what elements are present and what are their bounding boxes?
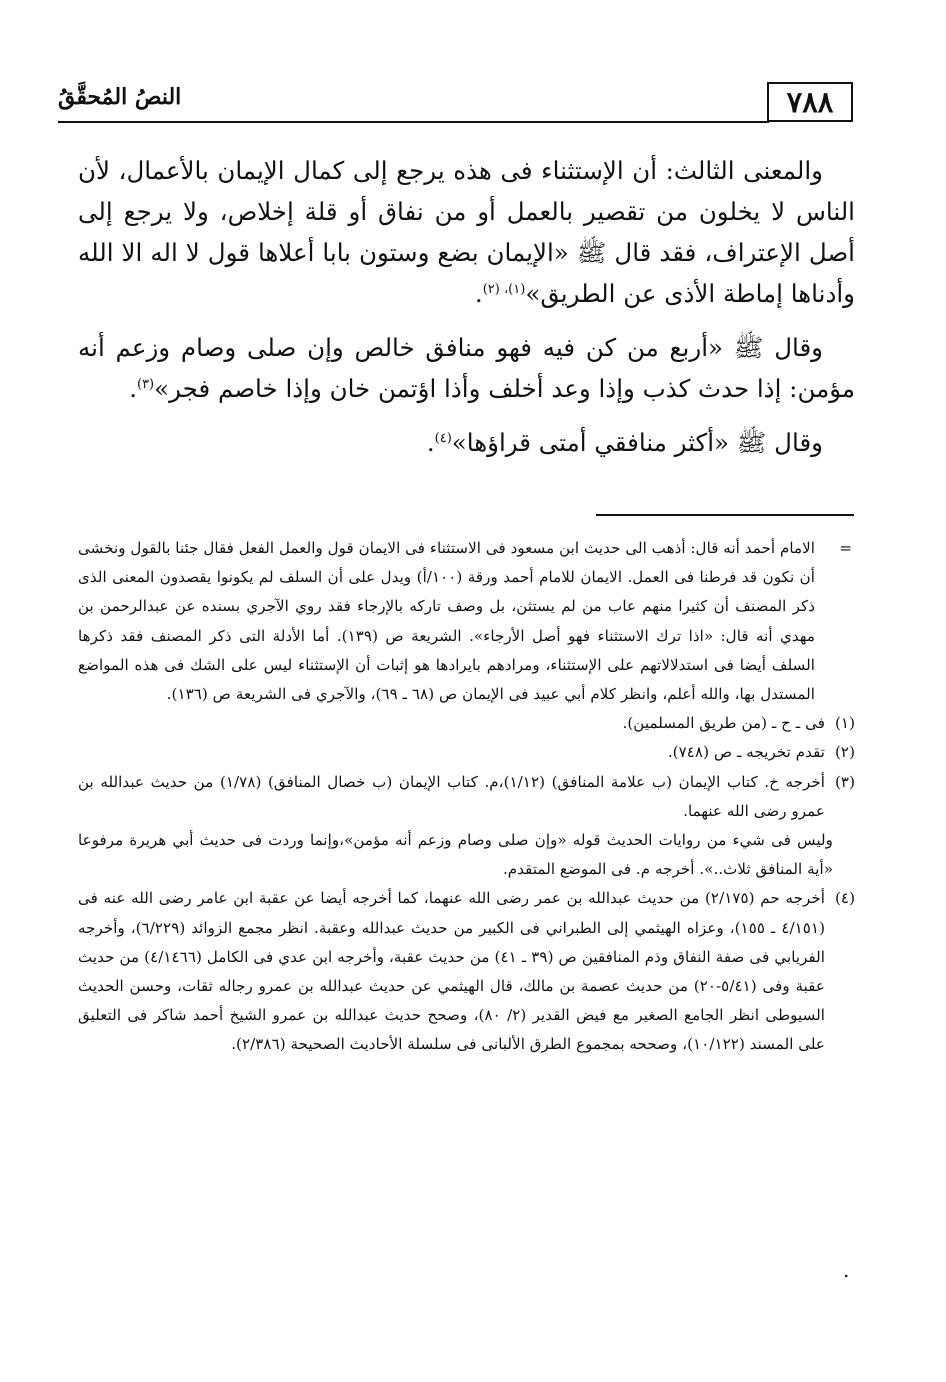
footnote-ref: (٤) — [434, 430, 452, 446]
footnote-continuation — [78, 534, 855, 709]
paragraph-third-meaning — [78, 150, 855, 314]
paragraph-end: . — [129, 374, 137, 403]
footnote-number: (٣) — [834, 772, 855, 791]
footnote-text: تقدم تخريجه ـ ص (٧٤٨). — [667, 743, 825, 762]
paragraph-end: . — [474, 279, 483, 308]
page-number: ٧٨٨ — [786, 85, 834, 119]
footnote-text: فى ـ ح ـ (من طريق المسلمين). — [622, 714, 825, 733]
paragraph-text: والمعنى الثالث: أن الإستثناء فى هذه يرجع إلى كمال الإيمان بالأعمال، لأن الناس لا يخلون من تقصير بالعمل أو من نفاق أو قلة إخلاص، ولا يرجع إلى أصل الإعتراف، فقد قال ﷺ «الإيمان بضع وستون بابا أعلاها قول لا اله الا الله وأدناها إماطة الأذى عن الطريق» — [78, 156, 855, 308]
header-rule — [58, 121, 769, 123]
footnote-1 — [78, 709, 855, 738]
paragraph-hadith-hypocrite — [78, 327, 855, 409]
footnote-number: (٤) — [834, 889, 855, 908]
main-text — [78, 150, 855, 476]
page-header — [58, 82, 853, 126]
footnote-text: أخرجه خ. كتاب الإيمان (ب علامة المنافق) (١/١٢)،م. كتاب الإيمان (ب خصال المنافق) (١/٧٨) من حديث عبدالله بن عمرو رضى الله عنهما. — [78, 772, 825, 820]
footnote-ref: (٣) — [136, 376, 155, 392]
paragraph-text: وقال ﷺ «أكثر منافقي أمتى قراؤها» — [451, 428, 823, 457]
footnote-text: الامام أحمد أنه قال: أذهب الى حديث ابن مسعود فى الاستثناء فى الايمان قول والعمل الفعل فقال جئنا بالقول ونخشى أن نكون قد فرطنا فى العمل. الايمان للامام أحمد ورقة (١٠٠/أ) ويدل على أن السلف لم يكونوا يقصدون المعنى الذى ذكر المصنف أن كثيرا منهم عاب من لم يستثن، بل وصف تاركه بالإرجاء فقد روي الآجري بسنده عن عبدالرحمن بن مهدي أنه قال: «اذا ترك الاستثناء فهو أصل الأرجاء». الشريعة ص (١٣٩). أما الأدلة التى ذكر المصنف فقد ذكرها السلف أيضا فى استدلالاتهم على الإستثناء، ومرادهم بايرادها هو إثبات أن الإستثناء ليس على الشك فى هذه المواضع المستدل بها، والله أعلم، وانظر كلام أبي عبيد فى الإيمان ص (٦٨ ـ ٦٩)، والآجري فى الشريعة ص (١٣٦). — [78, 539, 816, 704]
running-title: النصُ المُحقَّقُ — [58, 84, 182, 110]
footnote-2 — [78, 738, 855, 767]
paragraph-end: . — [426, 428, 435, 457]
footnotes — [78, 534, 855, 1060]
footnote-number: (٢) — [834, 743, 855, 762]
paragraph-text: وقال ﷺ «أربع من كن فيه فهو منافق خالص وإن صلى وصام وزعم أنه مؤمن: إذا حدث كذب وإذا وعد أخلف وأذا اؤتمن خان وإذا خاصم فجر» — [78, 333, 855, 403]
footnote-4 — [78, 884, 855, 1059]
end-mark-dot: . — [843, 1258, 850, 1282]
continuation-mark: = — [839, 539, 852, 557]
page-number-box — [767, 82, 853, 122]
footnote-3 — [78, 768, 855, 826]
footnote-3-continued: وليس فى شيء من روايات الحديث قوله «وإن صلى وصام وزعم أنه مؤمن»،وإنما وردت فى حديث أبي هريرة مرفوعا «أية المنافق ثلاث..». أخرجه م. فى الموضع المتقدم. — [78, 831, 833, 879]
footnote-number: (١) — [834, 714, 855, 733]
footnote-text: أخرجه حم (٢/١٧٥) من حديث عبدالله بن عمر رضى الله عنهما، كما أخرجه أيضا عن عقبة ابن عامر رضى الله عنه فى (٤/١٥١ ـ ١٥٥)، وعزاه الهيثمي إلى الطبراني فى الكبير من حديث عبدالله وعقبة. انظر مجمع الزوائد (٦/٢٢٩)، وأخرجه الفريابي فى صفة النفاق وذم المنافقين ص (٣٩ ـ ٤١) من حديث عقبة، وأخرجه ابن عدي فى الكامل (٤/١٤٦٦) من حديث عقبة وفى (٥/٤١-٢٠) من حديث عصمة بن مالك، قال الهيثمي عن حديث عبدالله بن عمرو رجاله ثقات، وحسن الحديث السيوطى انظر الجامع الصغير مع فيض القدير (٢/ ٨٠)، وصحح حديث عبدالله بن عمرو الشيخ أحمد شاكر فى التعليق على المسند (١٠/١٢٢)، وصححه بمجموع الطرق الألبانى فى سلسلة الأحاديث الصحيحة (٢/٣٨٦). — [78, 889, 826, 1054]
footnote-ref: (١)، (٢) — [482, 281, 526, 297]
footnote-separator — [596, 514, 854, 516]
paragraph-hadith-readers — [78, 422, 855, 463]
